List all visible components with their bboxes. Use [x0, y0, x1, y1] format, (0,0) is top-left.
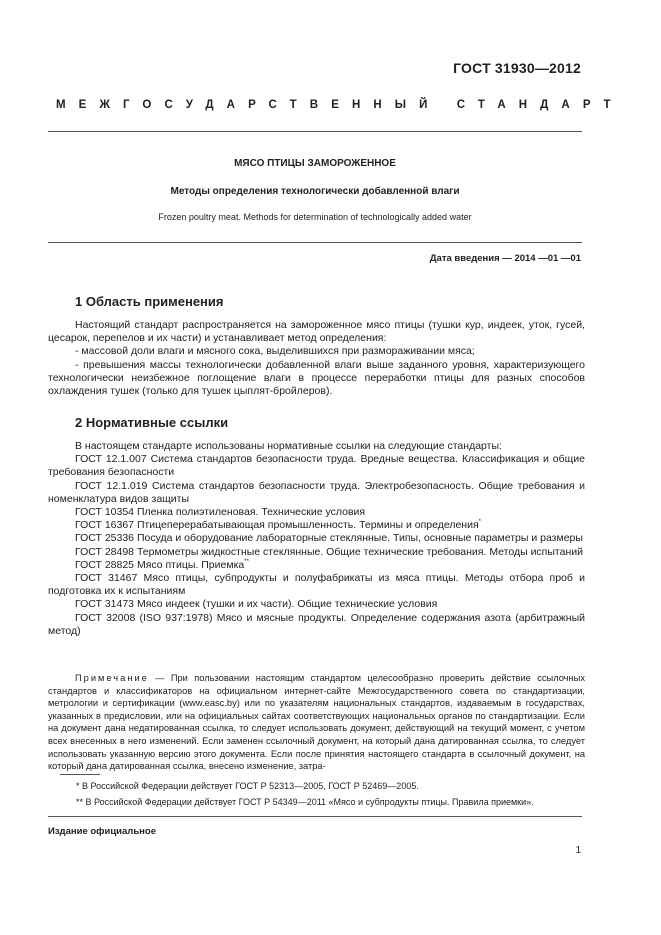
section-1-heading: 1 Область применения — [75, 294, 224, 309]
footnote-marker: ** — [244, 558, 249, 565]
footnote-marker: * — [478, 519, 481, 526]
reference-text: ГОСТ 16367 Птицеперерабатывающая промышленность. Термины и определения — [75, 519, 479, 532]
reference-item: ГОСТ 25336 Посуда и оборудование лабораторные стеклянные. Типы, основные параметры и размеры — [75, 532, 583, 545]
reference-item: ГОСТ 10354 Пленка полиэтиленовая. Технические условия — [75, 506, 366, 519]
references-intro: В настоящем стандарте использованы нормативные ссылки на следующие стандарты: — [75, 440, 502, 452]
reference-item: ГОСТ 31467 Мясо птицы, субпродукты и полуфабрикаты из мяса птицы. Методы отбора проб и подготовка их к испытаниям — [48, 572, 585, 598]
footnote-1: * В Российской Федерации действует ГОСТ Р 52313—2005, ГОСТ Р 52469—2005. — [76, 781, 419, 791]
scope-item-added-water: - превышения массы технологически добавленной влаги выше заданного уровня, характеризующего технологически неизбежное поглощение влаги в процессе переработки птицы для разных способов охлаждения тушек (только для тушек цыплят-бройлеров). — [48, 358, 585, 398]
top-divider — [48, 131, 582, 132]
note-label: Примечание — [75, 673, 149, 683]
footnote-2: ** В Российской Федерации действует ГОСТ Р 54349—2011 «Мясо и субпродукты птицы. Правила приемки». — [76, 797, 534, 807]
section-2-body — [48, 440, 585, 638]
reference-item — [48, 519, 585, 532]
reference-item: ГОСТ 12.1.007 Система стандартов безопасности труда. Вредные вещества. Классификация и общие требования безопасности — [48, 453, 585, 479]
references-note — [48, 672, 585, 773]
interstate-standard-banner: МЕЖГОСУДАРСТВЕННЫЙ СТАНДАРТ — [56, 99, 624, 111]
reference-item — [48, 559, 585, 572]
title-divider — [48, 242, 582, 243]
reference-item: ГОСТ 31473 Мясо индеек (тушки и их части). Общие технические условия — [75, 598, 438, 611]
english-title: Frozen poultry meat. Methods for determination of technologically added water — [158, 212, 472, 222]
scope-item-moisture: - массовой доли влаги и мясного сока, выделившихся при размораживании мяса; — [75, 345, 475, 358]
section-2-heading: 2 Нормативные ссылки — [75, 415, 229, 430]
document-subtitle: Методы определения технологически добавленной влаги — [170, 186, 460, 197]
reference-item: ГОСТ 32008 (ISO 937:1978) Мясо и мясные продукты. Определение содержания азота (арбитражный метод) — [48, 611, 585, 637]
footer-divider — [48, 816, 582, 817]
document-title: МЯСО ПТИЦЫ ЗАМОРОЖЕННОЕ — [234, 158, 396, 169]
scope-paragraph: Настоящий стандарт распространяется на замороженное мясо птицы (тушки кур, индеек, уток, гусей, цесарок, перепелов и их части) и устанавливает метод определения: — [48, 319, 585, 345]
document-designation: ГОСТ 31930—2012 — [453, 60, 581, 76]
footnotes — [48, 780, 585, 808]
introduction-date: Дата введения — 2014 —01 —01 — [429, 253, 581, 264]
note-text: — При пользовании настоящим стандартом целесообразно проверить действие ссылочных стандартов и классификаторов на официальном интернет-сайте Межгосударственного совета по стандартизации, метрологии и сертификации (www.easc.by) или по указателям национальных стандартов, издаваемым в государствах, указанных в предисловии, или на официальных сайтах соответствующих национальных органов по стандартизации. Если на документ дана недатированная ссылка, то следует использовать документ, действующий на текущий момент, с учетом всех внесенных в него изменений. Если заменен ссылочный документ, на который дана датированная ссылка, то следует использовать указанную версию этого документа. Если после принятия настоящего стандарта в ссылочный документ, на который дана датированная ссылка, внесено изменение, затра- — [48, 673, 585, 772]
footnote-divider — [60, 774, 100, 775]
official-edition-label: Издание официальное — [48, 826, 156, 837]
reference-item: ГОСТ 12.1.019 Система стандартов безопасности труда. Электробезопасность. Общие требования и номенклатура видов защиты — [48, 479, 585, 505]
page-number: 1 — [575, 845, 581, 856]
reference-item: ГОСТ 28498 Термометры жидкостные стеклянные. Общие технические требования. Методы испытаний — [75, 545, 583, 558]
reference-text: ГОСТ 28825 Мясо птицы. Приемка — [75, 558, 245, 571]
section-1-body — [48, 319, 585, 398]
